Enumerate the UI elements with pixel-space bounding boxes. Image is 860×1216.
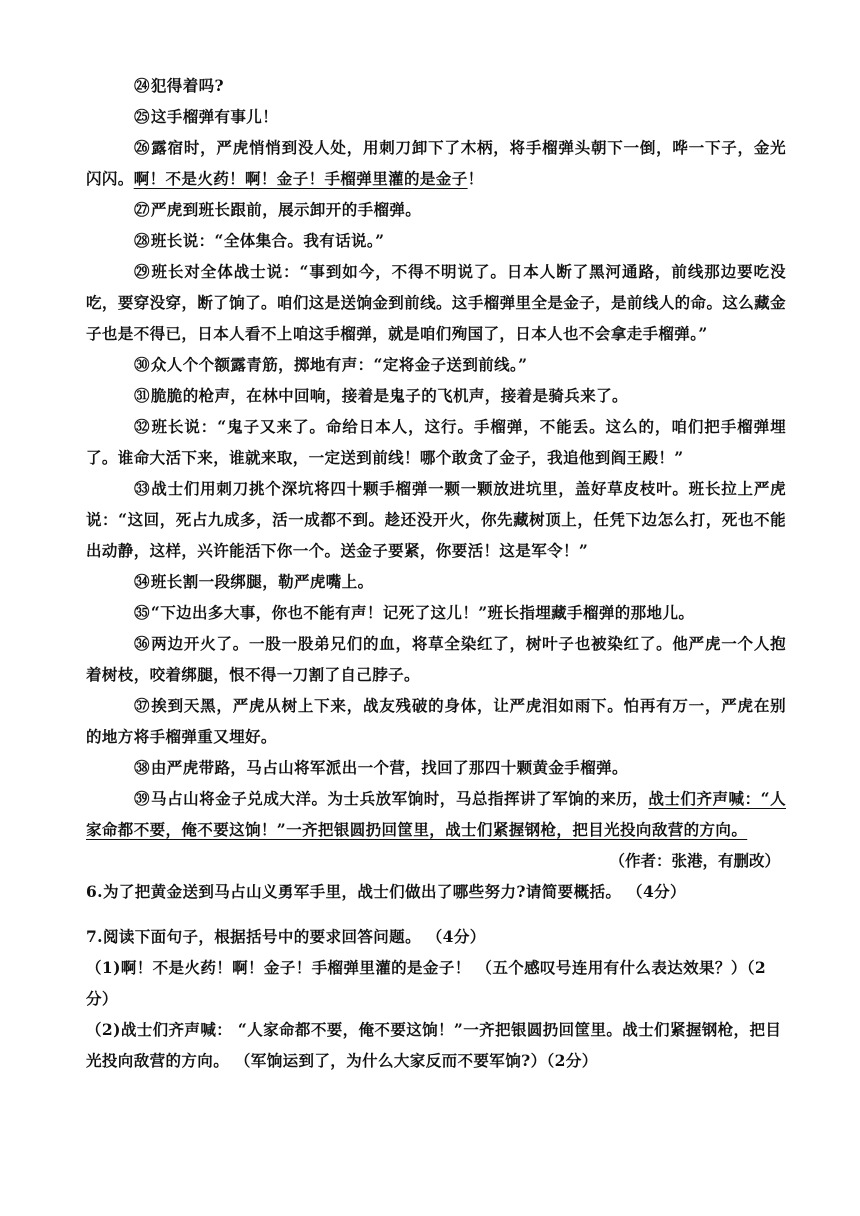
paragraph-number: ㉖ bbox=[134, 138, 151, 157]
paragraph-text: 众人个个额露青筋，掷地有声：“定将金子送到前线。” bbox=[150, 355, 528, 374]
paragraph-text: 班长说：“全体集合。我有话说。” bbox=[150, 231, 385, 250]
paragraph-text: 马占山将金子兑成大洋。为士兵放军饷时，马总指挥讲了军饷的来历， bbox=[151, 789, 649, 808]
passage-paragraph bbox=[86, 70, 786, 101]
paragraph-tail: ！ bbox=[467, 169, 484, 188]
paragraph-text: 两边开火了。一股一股弟兄们的血，将草全染红了，树叶子也被染红了。他严虎一个人抱着树枝，咬着绑腿，恨不得一刀割了自己脖子。 bbox=[86, 634, 786, 684]
question-6: 6.为了把黄金送到马占山义勇军手里，战士们做出了哪些努力?请简要概括。 （4分） bbox=[86, 882, 686, 901]
paragraph-number: ㉙ bbox=[134, 262, 151, 281]
paragraph-text: 挨到天黑，严虎从树上下来，战友残破的身体，让严虎泪如雨下。怕再有万一，严虎在别的地方将手榴弹重又埋好。 bbox=[86, 696, 786, 746]
paragraph-number: ㉜ bbox=[134, 417, 151, 436]
paragraph-number: ㉛ bbox=[134, 386, 150, 405]
underlined-sentence: 战士们齐声喊：“人家命都不要，俺不要这饷！”一齐把银圆扔回筐里，战士们紧握钢枪，把目光投向敌营的方向。 bbox=[86, 789, 786, 839]
paragraph-text: 班长对全体战士说：“事到如今，不得不明说了。日本人断了黑河通路，前线那边要吃没吃，要穿没穿，断了饷了。咱们这是送饷金到前线。这手榴弹里全是金子，是前线人的命。这么藏金子也是不得已，日本人看不上咱这手榴弹，就是咱们殉国了，日本人也不会拿走手榴弹。” bbox=[86, 262, 786, 343]
paragraph-text: “下边出多大事，你也不能有声！记死了这儿！”班长指埋藏手榴弹的那地儿。 bbox=[150, 603, 695, 622]
passage-paragraph bbox=[86, 752, 786, 783]
paragraph-number: ㊱ bbox=[134, 634, 151, 653]
paragraph-text: 严虎到班长跟前，展示卸开的手榴弹。 bbox=[150, 200, 422, 219]
question-7: 7.阅读下面句子，根据括号中的要求回答问题。 （4分） bbox=[86, 927, 486, 946]
passage-paragraph bbox=[86, 349, 786, 380]
passage-paragraph bbox=[86, 256, 786, 349]
passage-paragraph bbox=[86, 473, 786, 566]
paragraph-number: ㊴ bbox=[134, 789, 151, 808]
passage-paragraph bbox=[86, 132, 786, 194]
paragraph-number: ㊲ bbox=[134, 696, 151, 715]
question-7-part-1: （1)啊！不是火药！啊！金子！手榴弹里灌的是金子！ （五个感叹号连用有什么表达效果？）（2分） bbox=[86, 958, 767, 1008]
paragraph-number: ㉟ bbox=[134, 603, 150, 622]
paragraph-number: ㉚ bbox=[134, 355, 150, 374]
passage-paragraph bbox=[86, 628, 786, 690]
passage-paragraph bbox=[86, 225, 786, 256]
paragraph-number: ㉗ bbox=[134, 200, 150, 219]
paragraph-number: ㉕ bbox=[134, 107, 150, 126]
question-7-part-2: （2)战士们齐声喊： “人家命都不要，俺不要这饷！”一齐把银圆扔回筐里。战士们紧握钢枪，把目光投向敌营的方向。 （军饷运到了，为什么大家反而不要军饷?）（2分） bbox=[86, 1020, 782, 1070]
paragraph-text: 战士们用刺刀挑个深坑将四十颗手榴弹一颗一颗放进坑里，盖好草皮枝叶。班长拉上严虎说：“这回，死占九成多，活一成都不到。趁还没开火，你先藏树顶上，任凭下边怎么打，死也不能出动静，这样，兴许能活下你一个。送金子要紧，你要活！这是军令！” bbox=[86, 479, 786, 560]
paragraph-number: ㉘ bbox=[134, 231, 150, 250]
paragraph-number: ㉝ bbox=[134, 479, 151, 498]
paragraph-number: ㉞ bbox=[134, 572, 150, 591]
paragraph-text: 班长说：“鬼子又来了。命给日本人，这行。手榴弹，不能丢。这么的，咱们把手榴弹埋了。谁命大活下来，谁就来取，一定送到前线！哪个敢贪了金子，我追他到阎王殿！” bbox=[86, 417, 786, 467]
story-passage bbox=[86, 70, 786, 845]
passage-paragraph bbox=[86, 597, 786, 628]
paragraph-number: ㉔ bbox=[134, 76, 150, 95]
paragraph-text: 犯得着吗? bbox=[150, 76, 224, 95]
passage-paragraph bbox=[86, 411, 786, 473]
author-credit: （作者：张港，有删改） bbox=[609, 851, 780, 870]
spacer bbox=[86, 907, 786, 921]
passage-paragraph bbox=[86, 194, 786, 225]
document-page bbox=[86, 70, 786, 1076]
paragraph-text: 由严虎带路，马占山将军派出一个营，找回了那四十颗黄金手榴弹。 bbox=[150, 758, 628, 777]
passage-paragraph bbox=[86, 783, 786, 845]
underlined-sentence: 啊！不是火药！啊！金子！手榴弹里灌的是金子 bbox=[133, 169, 468, 188]
paragraph-text: 这手榴弹有事儿！ bbox=[150, 107, 279, 126]
passage-paragraph bbox=[86, 566, 786, 597]
passage-paragraph bbox=[86, 690, 786, 752]
paragraph-text: 露宿时，严虎悄悄到没人处，用刺刀卸下了木柄，将手榴弹头朝下一倒，哗一下子，金光闪闪。 bbox=[86, 138, 786, 188]
paragraph-text: 班长割一段绑腿，勒严虎嘴上。 bbox=[150, 572, 374, 591]
passage-paragraph bbox=[86, 380, 786, 411]
paragraph-number: ㊳ bbox=[134, 758, 150, 777]
paragraph-text: 脆脆的枪声，在林中回响，接着是鬼子的飞机声，接着是骑兵来了。 bbox=[150, 386, 628, 405]
passage-paragraph bbox=[86, 101, 786, 132]
